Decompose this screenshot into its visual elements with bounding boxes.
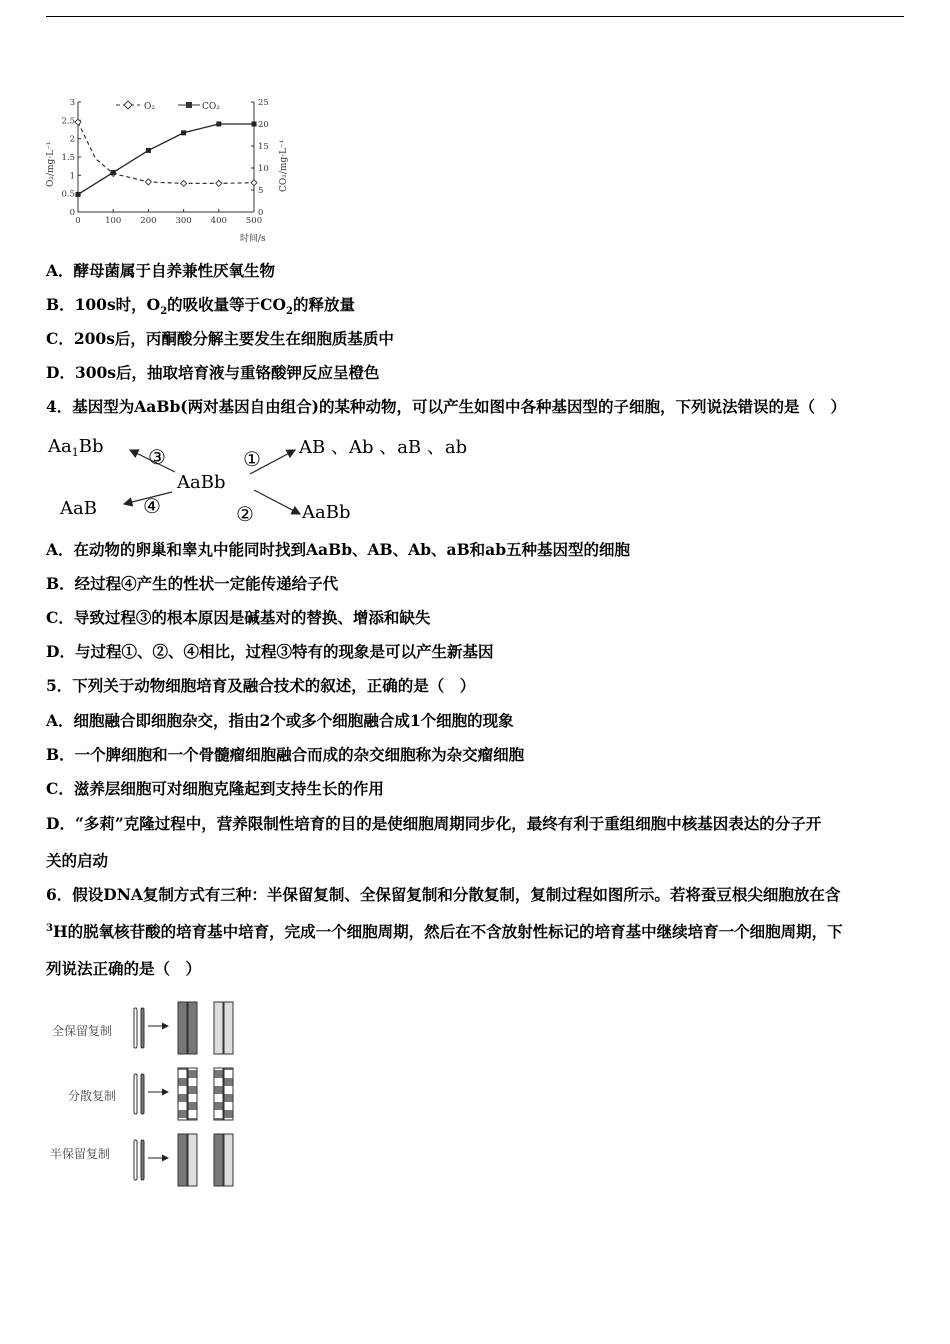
series-co2-point	[111, 170, 116, 175]
result-1: AB 、Ab 、aB 、ab	[299, 437, 468, 458]
y-left-tick-label: 3	[69, 98, 75, 108]
y-right-tick-label: 5	[258, 186, 264, 196]
y-right-tick-label: 0	[258, 208, 264, 218]
x-tick-label: 400	[210, 216, 227, 226]
y-left-tick-label: 0	[69, 208, 75, 218]
result-4: AaB	[60, 498, 97, 519]
y-right-tick-label: 15	[258, 142, 269, 152]
genotype-diagram	[40, 428, 510, 528]
y-right-tick-label: 25	[258, 98, 269, 108]
result-2: AaBb	[302, 502, 351, 523]
q3-option-a: A．酵母菌属于自养兼性厌氧生物	[46, 261, 276, 280]
q3-option-c: C．200s后，丙酮酸分解主要发生在细胞质基质中	[46, 329, 394, 348]
label-full-conservative: 全保留复制	[52, 1024, 113, 1038]
series-co2-point	[146, 148, 151, 153]
series-o2-line	[78, 122, 254, 183]
q5-stem: 5．下列关于动物细胞培育及融合技术的叙述，正确的是（ ）	[46, 676, 476, 695]
legend-o2: O₂	[144, 102, 155, 112]
process-3: ③	[148, 445, 166, 469]
q5-option-d: D．“多莉”克隆过程中，营养限制性培育的目的是使细胞周期同步化，最终有利于重组细胞中核基因表达的分子开	[46, 814, 822, 833]
x-tick-label: 300	[175, 216, 192, 226]
process-1: ①	[243, 447, 261, 471]
q4-option-b: B．经过程④产生的性状一定能传递给子代	[46, 574, 339, 593]
y-right-tick-label: 10	[258, 164, 269, 174]
q4-stem: 4．基因型为AaBb(两对基因自由组合)的某种动物，可以产生如图中各种基因型的子细胞，下列说法错误的是（ ）	[46, 397, 846, 416]
q5-option-d-cont: 关的启动	[46, 851, 109, 870]
q5-option-c: C．滋养层细胞可对细胞克隆起到支持生长的作用	[46, 779, 384, 798]
x-tick-label: 200	[140, 216, 157, 226]
q4-option-d: D．与过程①、②、④相比，过程③特有的现象是可以产生新基因	[46, 642, 494, 661]
series-co2-point	[252, 122, 257, 127]
series-o2-point	[216, 180, 222, 186]
o2-co2-chart	[40, 92, 300, 248]
q5-option-b: B．一个脾细胞和一个骨髓瘤细胞融合而成的杂交细胞称为杂交瘤细胞	[46, 745, 525, 764]
dna-replication-diagram	[46, 998, 246, 1193]
x-tick-label: 100	[105, 216, 122, 226]
y-left-tick-label: 2.5	[61, 116, 75, 127]
x-tick-label: 500	[245, 216, 263, 226]
y-right-label: CO₂/mg·L⁻¹	[279, 139, 289, 192]
q6-stem-line2: $^3$H的脱氧核苷酸的培育基中培育，完成一个细胞周期，然后在不含放射性标记的培育基中继续培育一个细胞周期，下	[46, 922, 843, 941]
q3-option-d: D．300s后，抽取培育液与重铬酸钾反应呈橙色	[46, 363, 380, 382]
x-tick-label: 0	[75, 216, 81, 226]
process-2: ②	[236, 502, 254, 526]
legend-co2-marker	[186, 102, 192, 108]
q5-option-a: A．细胞融合即细胞杂交，指由2个或多个细胞融合成1个细胞的现象	[46, 711, 514, 730]
center-genotype: AaBb	[177, 472, 226, 493]
y-right-tick-label: 20	[258, 120, 269, 130]
y-left-tick-label: 2	[69, 134, 75, 145]
series-co2-point	[216, 122, 221, 127]
label-dispersive: 分散复制	[68, 1089, 117, 1103]
x-axis-label: 时间/s	[240, 234, 266, 244]
q6-stem-line3: 列说法正确的是（ ）	[46, 959, 202, 978]
q4-option-a: A．在动物的卵巢和睾丸中能同时找到AaBb、AB、Ab、aB和ab五种基因型的细胞	[46, 540, 631, 559]
y-left-tick-label: 1	[69, 171, 75, 182]
y-left-tick-label: 0.5	[61, 189, 75, 200]
series-co2-line	[78, 124, 254, 194]
q4-option-c: C．导致过程③的根本原因是碱基对的替换、增添和缺失	[46, 608, 431, 627]
process-4: ④	[143, 494, 161, 518]
result-3: $Aa_1Bb$	[48, 436, 104, 459]
header-rule	[46, 16, 904, 17]
series-o2-point	[251, 180, 257, 186]
series-o2-point	[145, 179, 151, 185]
label-semi-conservative: 半保留复制	[50, 1147, 111, 1161]
series-co2-point	[76, 192, 81, 197]
series-o2-point	[181, 180, 187, 186]
q3-option-b: B．100s时，$O_2$的吸收量等于$CO_2$的释放量	[46, 295, 355, 318]
y-left-tick-label: 1.5	[61, 153, 75, 163]
legend-co2: CO₂	[202, 102, 220, 112]
legend-o2-marker	[124, 101, 132, 109]
series-co2-point	[181, 130, 186, 135]
q6-stem-line1: 6．假设DNA复制方式有三种：半保留复制、全保留复制和分散复制，复制过程如图所示。若将蚕豆根尖细胞放在含	[46, 885, 841, 904]
y-left-label: O₂/mg·L⁻¹	[46, 141, 56, 187]
